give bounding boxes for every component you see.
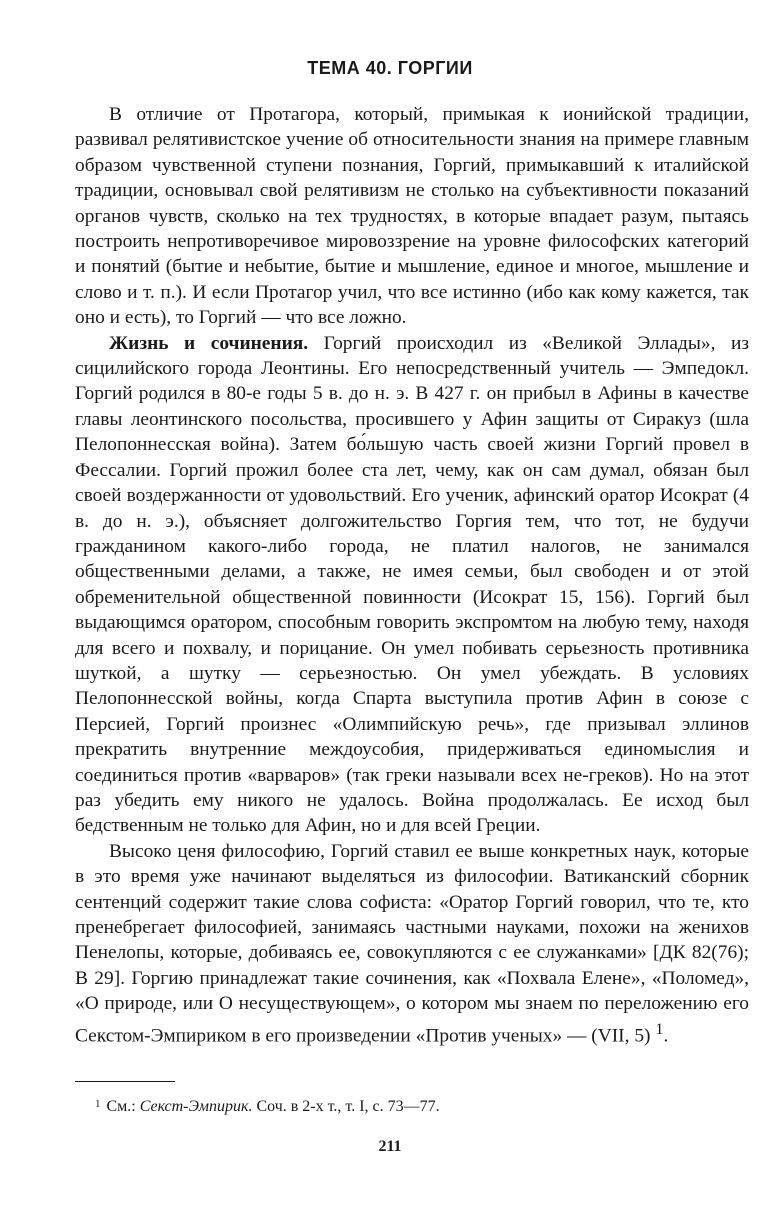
paragraph-life-works-text: Горгий происходил из «Великой Эллады», из сицилийского города Леонтины. Его непосредственный учитель — Эмпедокл. Горгий родился в 80-е годы 5 в. до н. э. В 427 г. он прибыл в Афины в качестве главы леонтинского посольства, просившего у Афин защиты от Сиракуз (шла Пелопоннесская война). Затем бо́льшую часть своей жизни Горгий провел в Фессалии. Горгий прожил более ста лет, чему, как он сам думал, обязан был своей воздержанности от удовольствий. Его ученик, афинский оратор Исократ (4 в. до н. э.), объясняет долгожительство Горгия тем, что тот, не будучи гражданином какого-либо города, не платил налогов, не занимался общественными делами, а также, не имея семьи, был свободен и от этой обременительной общественной повинности (Исократ 15, 156). Горгий был выдающимся оратором, способным говорить экспромтом на любую тему, находя для всего и похвалу, и порицание. Он умел побивать серьезность противника шуткой, а шутку — серьезностью. Он умел убеждать. В условиях Пелопоннесской войны, когда Спарта выступила против Афин в союзе с Персией, Горгий произнес «Олимпийскую речь», где призывал эллинов прекратить внутренние междоусобия, придерживаться единомыслия и соединиться против «варваров» (так греки называли всех не-греков). Но на этот раз убедить ему никого не удалось. Война продолжалась. Ее исход был бедственным не только для Афин, но и для всей Греции.: [75, 332, 749, 837]
section-run-in-heading: Жизнь и сочинения.: [109, 332, 309, 354]
footnote-citation: Соч. в 2-х т., т. I, с. 73—77.: [256, 1098, 440, 1115]
footnote-reference[interactable]: 1: [655, 1020, 664, 1038]
footnote-mark: 1: [95, 1098, 101, 1110]
paragraph-life-works: [75, 331, 749, 839]
page-number: 211: [378, 1138, 402, 1155]
paragraph-philosophy: [75, 839, 749, 1049]
footnote-prefix: См.:: [106, 1098, 136, 1115]
footnote: [95, 1098, 440, 1116]
footnote-author: Секст-Эмпирик.: [139, 1098, 253, 1115]
body-text: [75, 102, 749, 1049]
chapter-heading: ТЕМА 40. ГОРГИИ: [307, 58, 473, 78]
paragraph-intro: В отличие от Протагора, который, примыкая к ионийской традиции, развивал релятивистское учение об относительности знания на примере главным образом чувственной ступени познания, Горгий, примыкавший к италийской традиции, основывал свой релятивизм не столько на субъективности показаний органов чувств, сколько на тех трудностях, в которые впадает разум, пытаясь построить непротиворечивое мировоззрение на уровне философских категорий и понятий (бытие и небытие, бытие и мышление, единое и многое, мышление и слово и т. п.). И если Протагор учил, что все истинно (ибо как кому кажется, так оно и есть), то Горгий — что все ложно.: [75, 104, 749, 329]
paragraph-philosophy-text: Высоко ценя философию, Горгий ставил ее выше конкретных наук, которые в это время уже начинают выделяться из философии. Ватиканский сборник сентенций содержит такие слова софиста: «Оратор Горгий говорил, что те, кто пренебрегает философией, занимаясь частными науками, похожи на женихов Пенелопы, которые, добиваясь ее, совокупляются с ее служанками» [ДК 82(76); В 29]. Горгию принадлежат такие сочинения, как «Похвала Елене», «Поломед», «О природе, или О несуществующем», о котором мы знаем по переложению его Секстом-Эмпириком в его произведении «Против ученых» — (VII, 5): [75, 840, 749, 1047]
footnote-divider: [75, 1081, 175, 1082]
paragraph-philosophy-end: .: [663, 1025, 669, 1047]
